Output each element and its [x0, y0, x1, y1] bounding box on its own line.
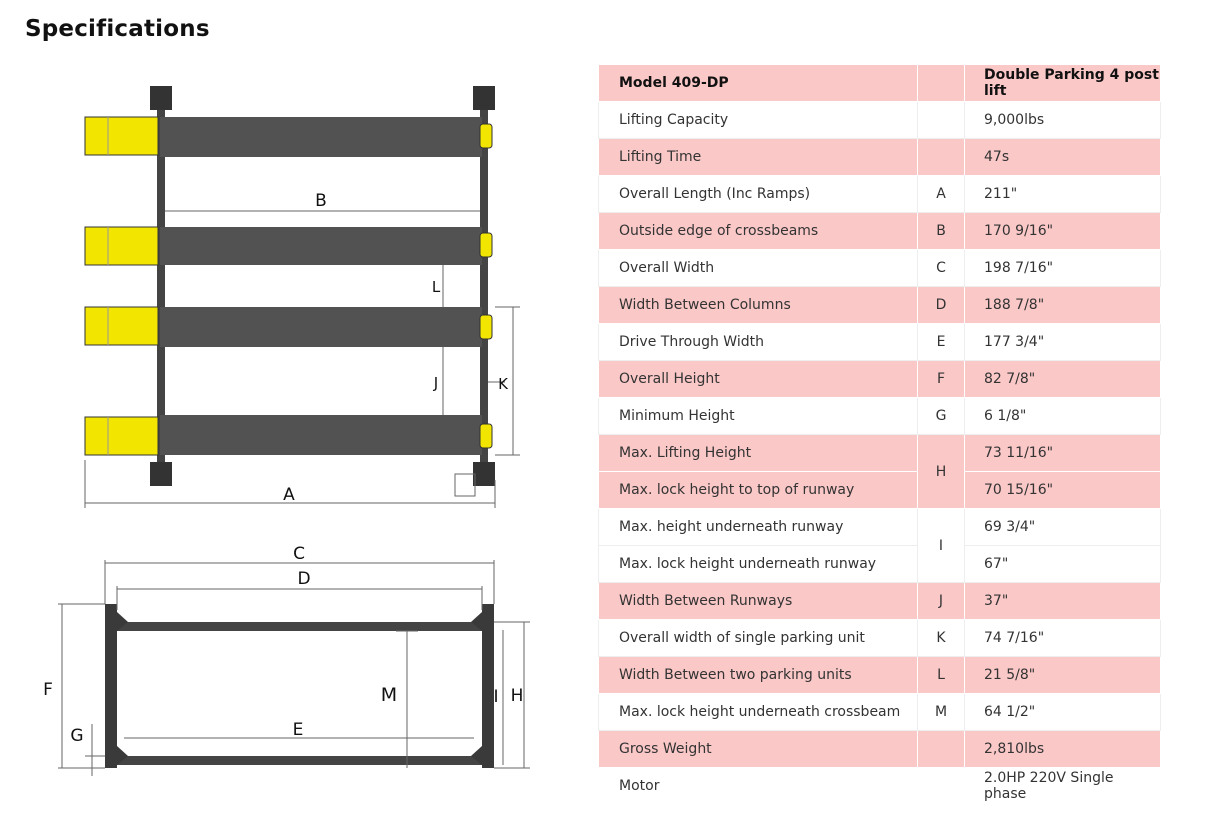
table-row: Width Between Columns D 188 7/8"	[599, 287, 1161, 324]
dim-label-k: K	[498, 375, 508, 393]
post-cap-top-left	[150, 86, 172, 110]
dim-label-e: E	[292, 720, 304, 740]
dim-label-h: H	[510, 686, 524, 706]
front-right-column	[482, 604, 494, 768]
table-row: Overall Length (Inc Ramps) A 211"	[599, 176, 1161, 213]
model-description: Double Parking 4 post lift	[965, 65, 1161, 102]
dim-label-j: J	[433, 374, 439, 392]
wheel-stop-2	[480, 233, 492, 257]
table-header-row	[599, 65, 1161, 102]
post-cap-top-right	[473, 86, 495, 110]
table-row: Lifting Capacity 9,000lbs	[599, 102, 1161, 139]
wheel-stop-1	[480, 124, 492, 148]
dim-label-f: F	[43, 680, 53, 700]
dim-label-i: I	[493, 687, 499, 707]
runway-3	[160, 307, 482, 347]
page-title: Specifications	[25, 16, 210, 42]
front-bottom-crossbeam	[117, 756, 482, 765]
table-row: Width Between two parking units L 21 5/8"	[599, 657, 1161, 694]
lift-diagram	[0, 0, 590, 826]
wheel-stop-4	[480, 424, 492, 448]
dim-label-g: G	[70, 726, 84, 746]
table-row: Max. lock height to top of runway 70 15/16"	[599, 472, 1161, 509]
front-top-crossbeam	[117, 622, 482, 631]
table-row: Max. height underneath runway I 69 3/4"	[599, 509, 1161, 546]
dim-label-l: L	[431, 278, 441, 296]
table-row: Overall Height F 82 7/8"	[599, 361, 1161, 398]
post-cap-bottom-right	[473, 462, 495, 486]
table-row: Outside edge of crossbeams B 170 9/16"	[599, 213, 1161, 250]
model-label: Model 409-DP	[599, 65, 918, 102]
table-row: Minimum Height G 6 1/8"	[599, 398, 1161, 435]
table-row: Max. lock height underneath crossbeam M 64 1/2"	[599, 694, 1161, 731]
top-view-diagram	[85, 86, 520, 508]
table-row: Width Between Runways J 37"	[599, 583, 1161, 620]
table-row: Overall width of single parking unit K 74 7/16"	[599, 620, 1161, 657]
dim-label-c: C	[293, 544, 305, 564]
runway-2	[160, 227, 482, 265]
front-view-diagram	[43, 544, 530, 776]
dim-label-b: B	[315, 191, 327, 211]
ramp-4	[85, 417, 158, 455]
ramp-2	[85, 227, 158, 265]
post-cap-bottom-left	[150, 462, 172, 486]
table-row: Max. lock height underneath runway 67"	[599, 546, 1161, 583]
dim-label-m: M	[380, 684, 398, 706]
dim-label-d: D	[297, 569, 311, 589]
table-row: Overall Width C 198 7/16"	[599, 250, 1161, 287]
table-row: Max. Lifting Height H 73 11/16"	[599, 435, 1161, 472]
front-left-column	[105, 604, 117, 768]
ramp-3	[85, 307, 158, 345]
table-row: Drive Through Width E 177 3/4"	[599, 324, 1161, 361]
wheel-stop-3	[480, 315, 492, 339]
dim-label-a: A	[283, 485, 295, 505]
table-row: Motor 2.0HP 220V Single phase	[599, 768, 1161, 805]
power-unit	[455, 474, 475, 496]
specifications-table	[598, 64, 1161, 805]
table-row: Gross Weight 2,810lbs	[599, 731, 1161, 768]
runway-1	[160, 117, 482, 157]
table-row: Lifting Time 47s	[599, 139, 1161, 176]
runway-4	[160, 415, 482, 455]
ramp-1	[85, 117, 158, 155]
